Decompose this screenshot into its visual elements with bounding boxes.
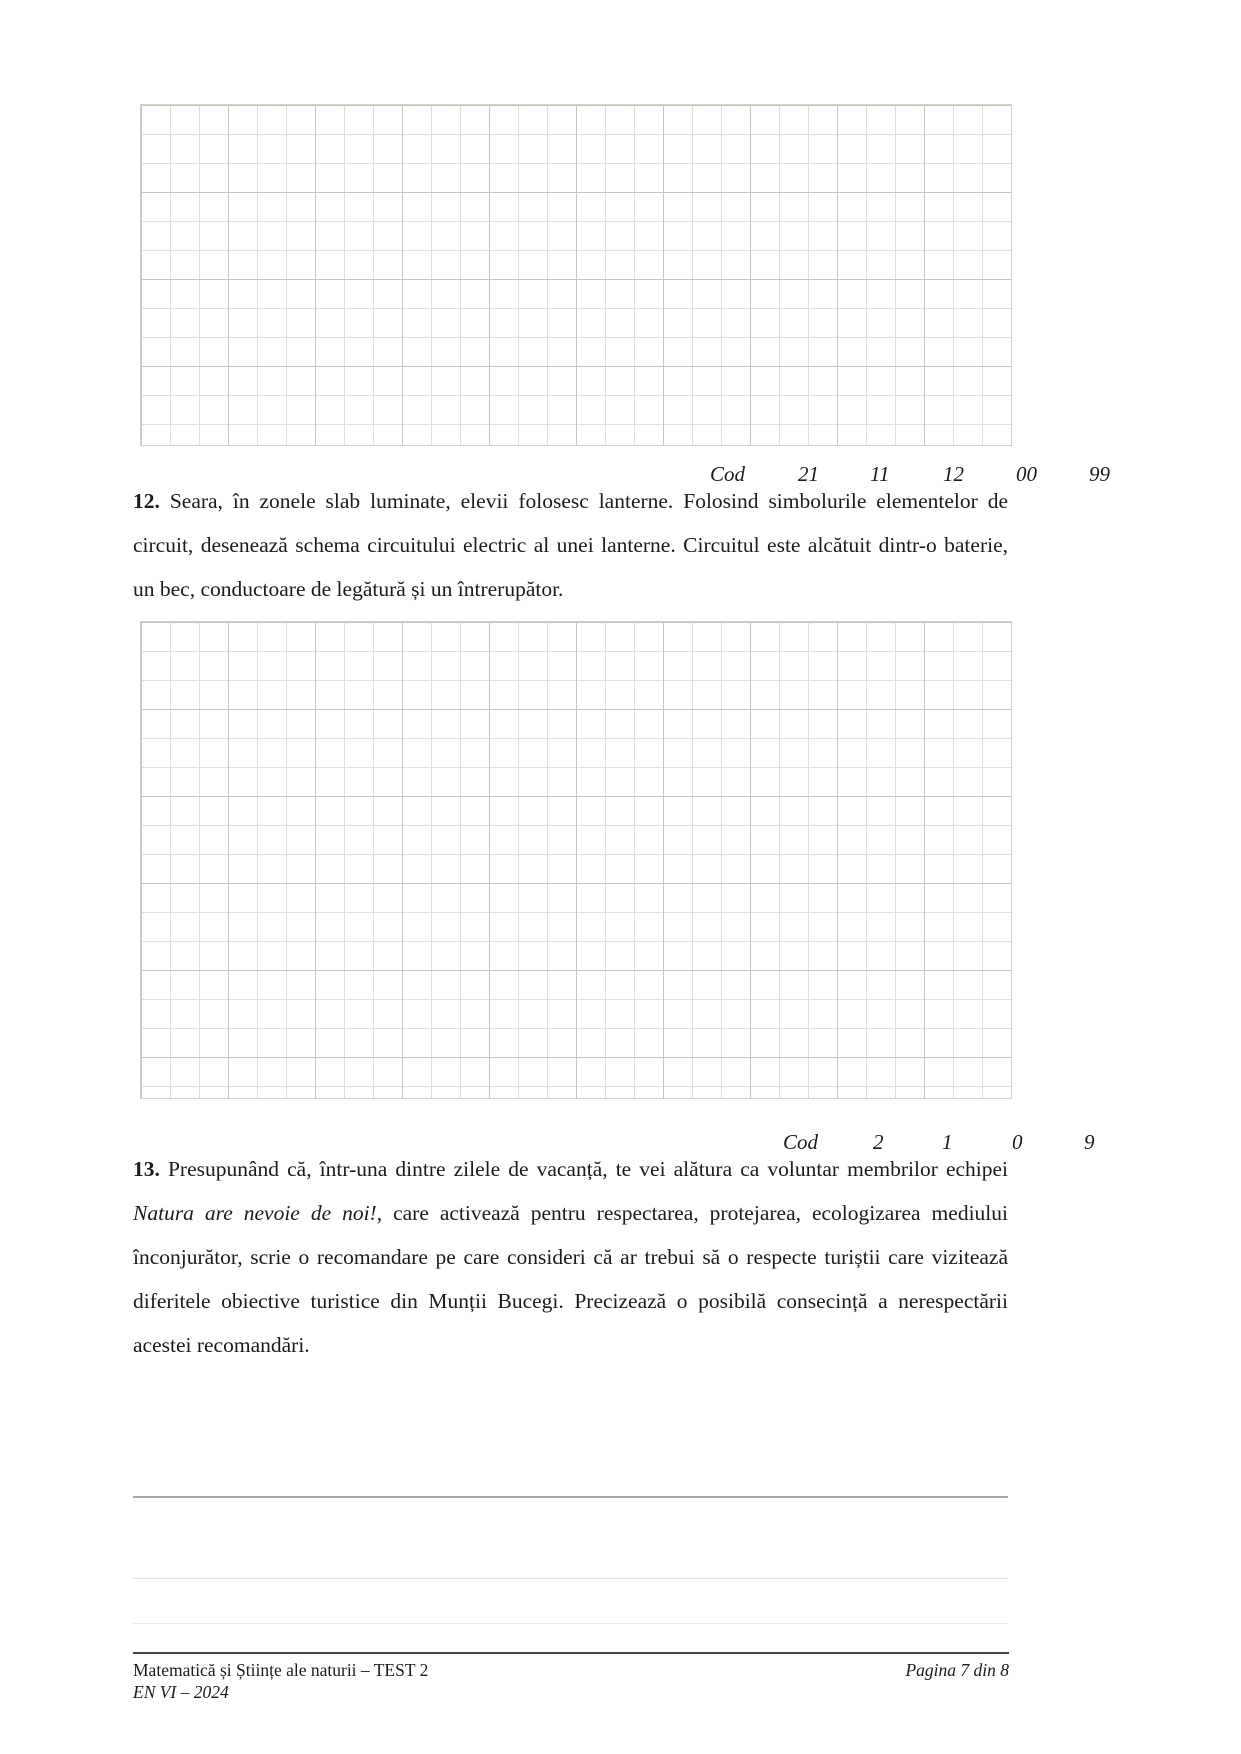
cod-value: 21 bbox=[798, 462, 819, 486]
question-13-line-1 bbox=[133, 1147, 1008, 1191]
question-13 bbox=[133, 1147, 1008, 1367]
cod-value: 2 bbox=[873, 1130, 884, 1154]
cod-value: 99 bbox=[1089, 462, 1110, 486]
cod-value: 0 bbox=[1012, 1130, 1023, 1154]
answer-rule-line bbox=[133, 1496, 1008, 1498]
cod-value: 12 bbox=[943, 462, 964, 486]
cod-value: 1 bbox=[942, 1130, 953, 1154]
question-12-number: 12. bbox=[133, 489, 160, 513]
answer-rule-line bbox=[133, 1578, 1008, 1579]
cod-value: 11 bbox=[870, 462, 890, 486]
question-12-text: Seara, în zonele slab luminate, elevii folosesc lanterne. Folosind simbolurile elementelor de bbox=[169, 489, 1008, 513]
cod-label: Cod bbox=[710, 462, 746, 486]
question-13-line-3: înconjurător, scrie o recomandare pe care consideri că ar trebui să o respecte turiștii care vizitează bbox=[133, 1245, 1008, 1269]
question-13-line-2 bbox=[133, 1191, 1008, 1235]
footer-page-number: Pagina 7 din 8 bbox=[905, 1660, 1009, 1680]
footer-exam-code: EN VI – 2024 bbox=[133, 1682, 229, 1702]
footer-test-title: Matematică și Științe ale naturii – TEST 2 bbox=[133, 1660, 429, 1680]
question-13-text: Presupunând că, într-una dintre zilele de vacanță, te vei alătura ca voluntar membrilor echipei bbox=[167, 1157, 1009, 1181]
answer-grid-top bbox=[140, 104, 1012, 446]
answer-rule-line bbox=[133, 1623, 1008, 1624]
cod-label: Cod bbox=[783, 1130, 819, 1154]
team-name-italic: Natura are nevoie de noi! bbox=[133, 1201, 377, 1225]
question-13-number: 13. bbox=[133, 1157, 160, 1181]
question-12 bbox=[133, 479, 1008, 611]
question-12-line-3: un bec, conductoare de legătură și un întrerupător. bbox=[133, 577, 564, 601]
cod-value: 00 bbox=[1016, 462, 1037, 486]
footer-separator bbox=[133, 1652, 1009, 1654]
question-13-line-5: acestei recomandări. bbox=[133, 1333, 310, 1357]
question-12-line-2: circuit, desenează schema circuitului electric al unei lanterne. Circuitul este alcătuit dintr-o baterie, bbox=[133, 533, 1008, 557]
cod-value: 9 bbox=[1084, 1130, 1095, 1154]
answer-grid-q12 bbox=[140, 621, 1012, 1099]
question-13-text: , care activează pentru respectarea, protejarea, ecologizarea mediului bbox=[376, 1201, 1008, 1225]
question-12-line-1 bbox=[133, 479, 1008, 523]
question-13-line-4: diferitele obiective turistice din Munții Bucegi. Precizează o posibilă consecință a nerespectării bbox=[133, 1289, 1008, 1313]
footer-left bbox=[133, 1659, 753, 1703]
